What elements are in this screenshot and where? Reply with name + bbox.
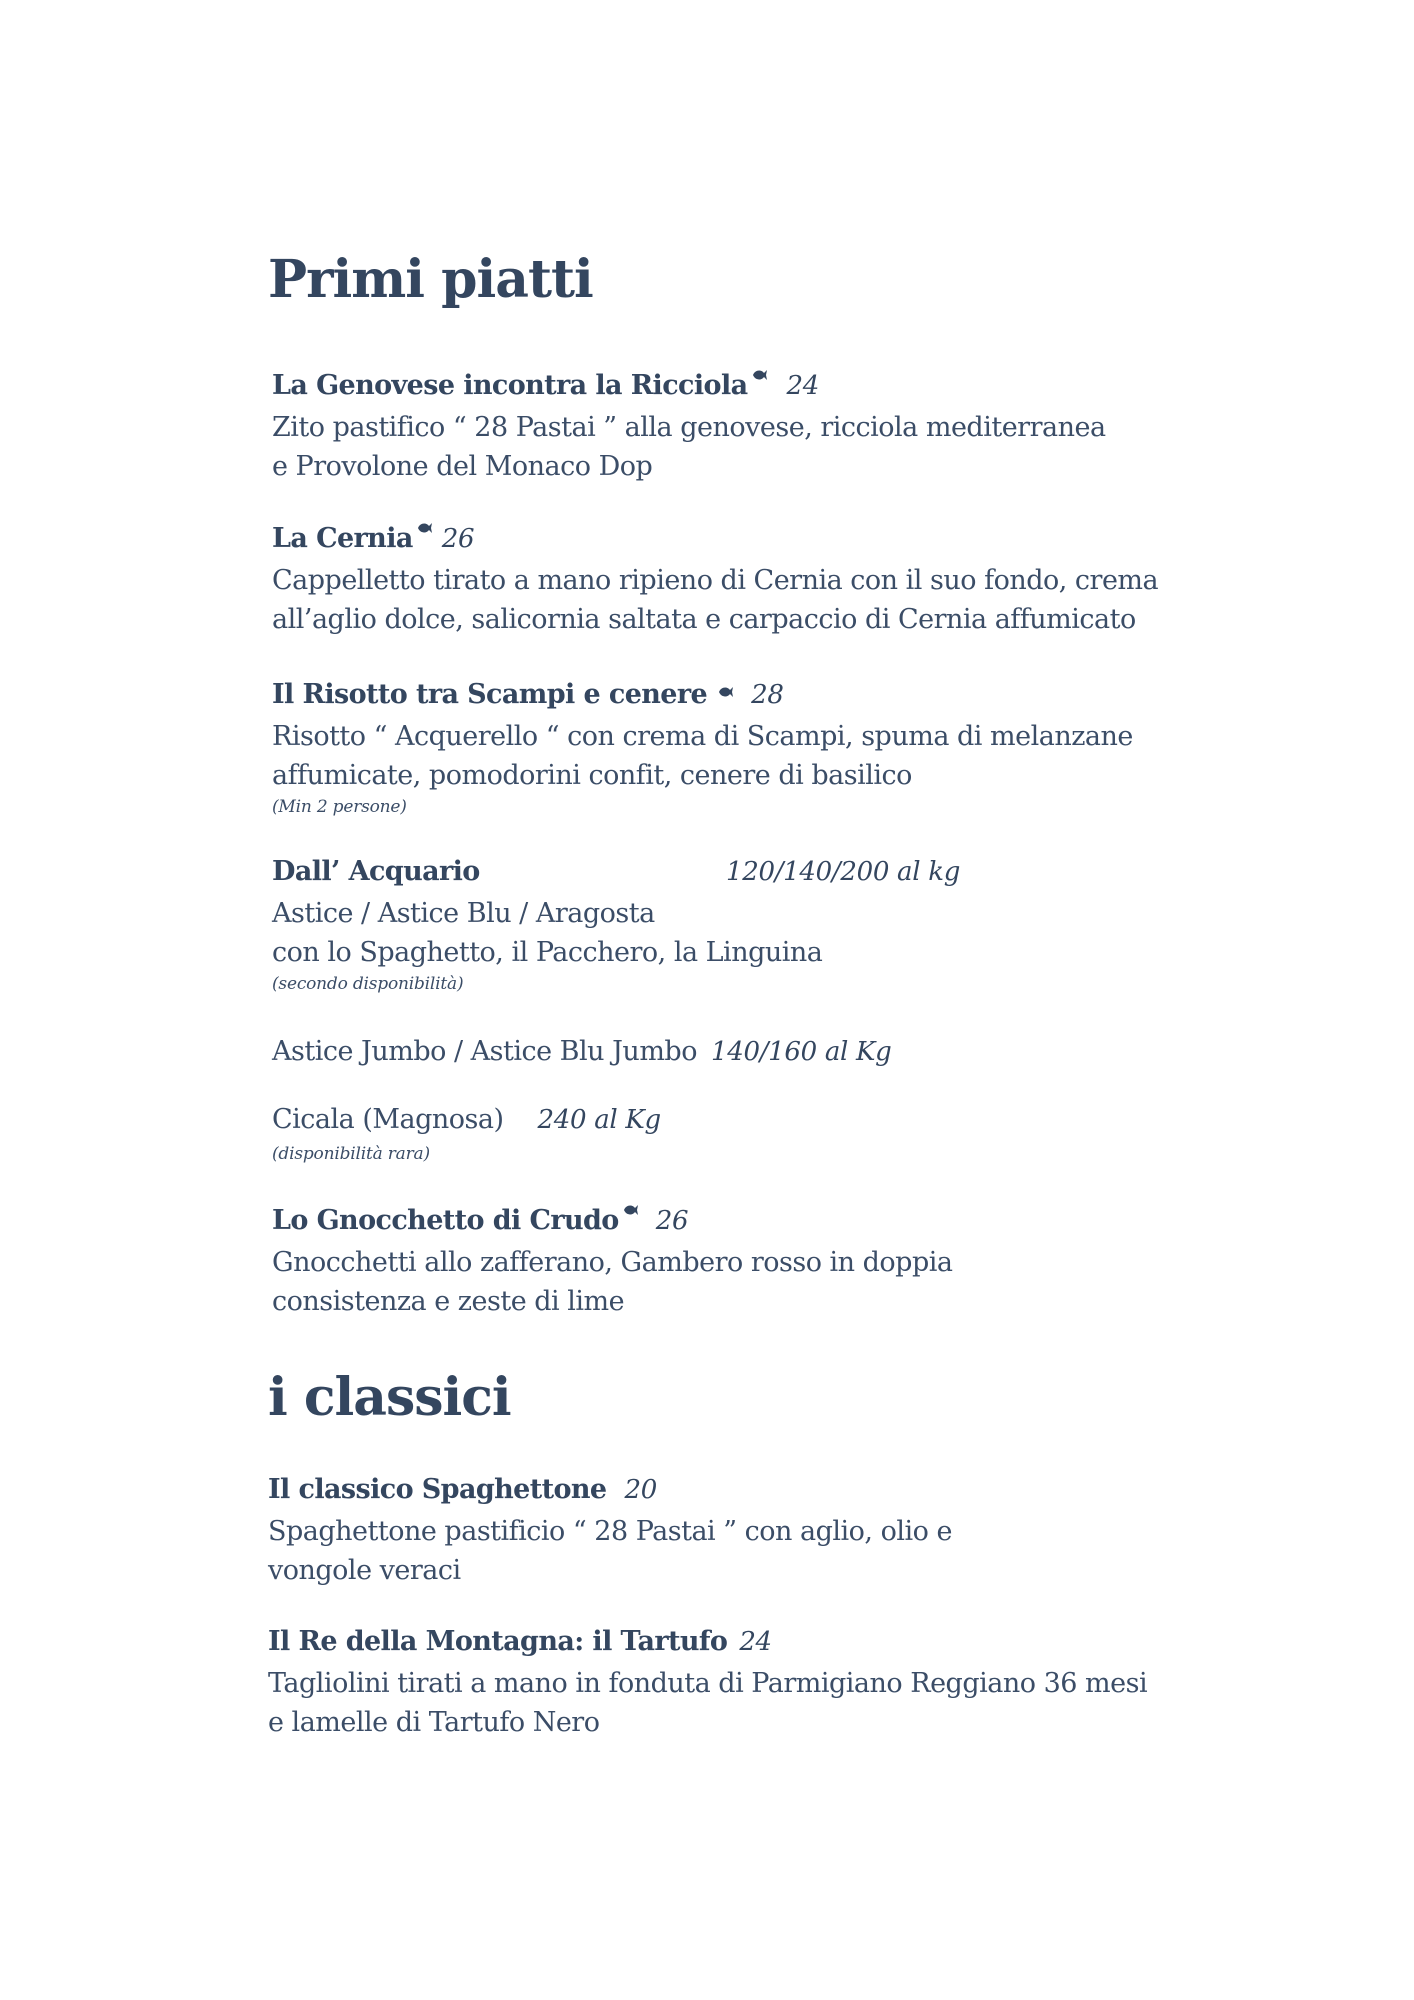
menu-item: [272, 370, 1292, 486]
dish-name: Astice Jumbo / Astice Blu Jumbo: [272, 1036, 697, 1067]
dish-price: 26: [441, 524, 475, 554]
dish-note: (secondo disponibilità): [272, 974, 464, 994]
menu-item: [272, 1036, 1292, 1074]
fish-icon: [622, 1203, 638, 1217]
menu-item: [272, 679, 1292, 819]
dish-description-line: all’aglio dolce, salicornia saltata e carpaccio di Cernia affumicato: [272, 604, 1136, 635]
dish-description-line: e Provolone del Monaco Dop: [272, 451, 653, 482]
dish-description-line: consistenza e zeste di lime: [272, 1286, 625, 1317]
dish-description-line: Spaghettone pastificio “ 28 Pastai ” con aglio, olio e: [268, 1516, 952, 1547]
dish-name: Cicala (Magnosa): [272, 1104, 504, 1135]
fish-icon: [717, 685, 733, 699]
dish-description-line: affumicate, pomodorini confit, cenere di basilico: [272, 760, 912, 791]
dish-name: La Cernia: [272, 523, 413, 554]
dish-price: 28: [751, 680, 784, 710]
dish-price: 240 al Kg: [537, 1105, 661, 1135]
dish-description-line: Tagliolini tirati a mano in fonduta di Parmigiano Reggiano 36 mesi: [268, 1668, 1148, 1699]
menu-item: [268, 1474, 1288, 1590]
dish-description-line: Astice / Astice Blu / Aragosta: [272, 898, 655, 929]
dish-description-line: vongole veraci: [268, 1555, 461, 1586]
dish-price: 24: [786, 371, 819, 401]
menu-item: [272, 1104, 1292, 1166]
menu-item: [272, 523, 1292, 639]
dish-name: Il Risotto tra Scampi e cenere: [272, 679, 708, 710]
dish-price: 20: [624, 1475, 657, 1505]
dish-description-line: con lo Spaghetto, il Pacchero, la Linguina: [272, 937, 823, 968]
menu-item: [272, 856, 1292, 996]
dish-description-line: Gnocchetti allo zafferano, Gambero rosso in doppia: [272, 1247, 953, 1278]
dish-name: Il Re della Montagna: il Tartufo: [268, 1626, 728, 1657]
dish-description-line: Risotto “ Acquerello “ con crema di Scampi, spuma di melanzane: [272, 721, 1133, 752]
dish-price: 26: [655, 1206, 689, 1236]
fish-icon: [751, 368, 767, 382]
dish-name: Dall’ Acquario: [272, 856, 480, 887]
section-title-classici: i classici: [268, 1367, 511, 1428]
dish-name: La Genovese incontra la Ricciola: [272, 370, 748, 401]
dish-name: Il classico Spaghettone: [268, 1474, 607, 1505]
section-title-primi: Primi piatti: [268, 249, 593, 310]
dish-note: (disponibilità rara): [272, 1144, 430, 1164]
dish-price: 24: [739, 1627, 772, 1657]
dish-description-line: Cappelletto tirato a mano ripieno di Cernia con il suo fondo, crema: [272, 565, 1159, 596]
dish-note: (Min 2 persone): [272, 797, 407, 817]
dish-price: 120/140/200 al kg: [726, 857, 961, 887]
dish-name: Lo Gnocchetto di Crudo: [272, 1205, 619, 1236]
menu-item: [272, 1205, 1292, 1321]
menu-item: [268, 1626, 1288, 1742]
fish-icon: [416, 521, 432, 535]
dish-description-line: e lamelle di Tartufo Nero: [268, 1707, 600, 1738]
dish-description-line: Zito pastifico “ 28 Pastai ” alla genovese, ricciola mediterranea: [272, 412, 1106, 443]
dish-price: 140/160 al Kg: [710, 1037, 892, 1067]
